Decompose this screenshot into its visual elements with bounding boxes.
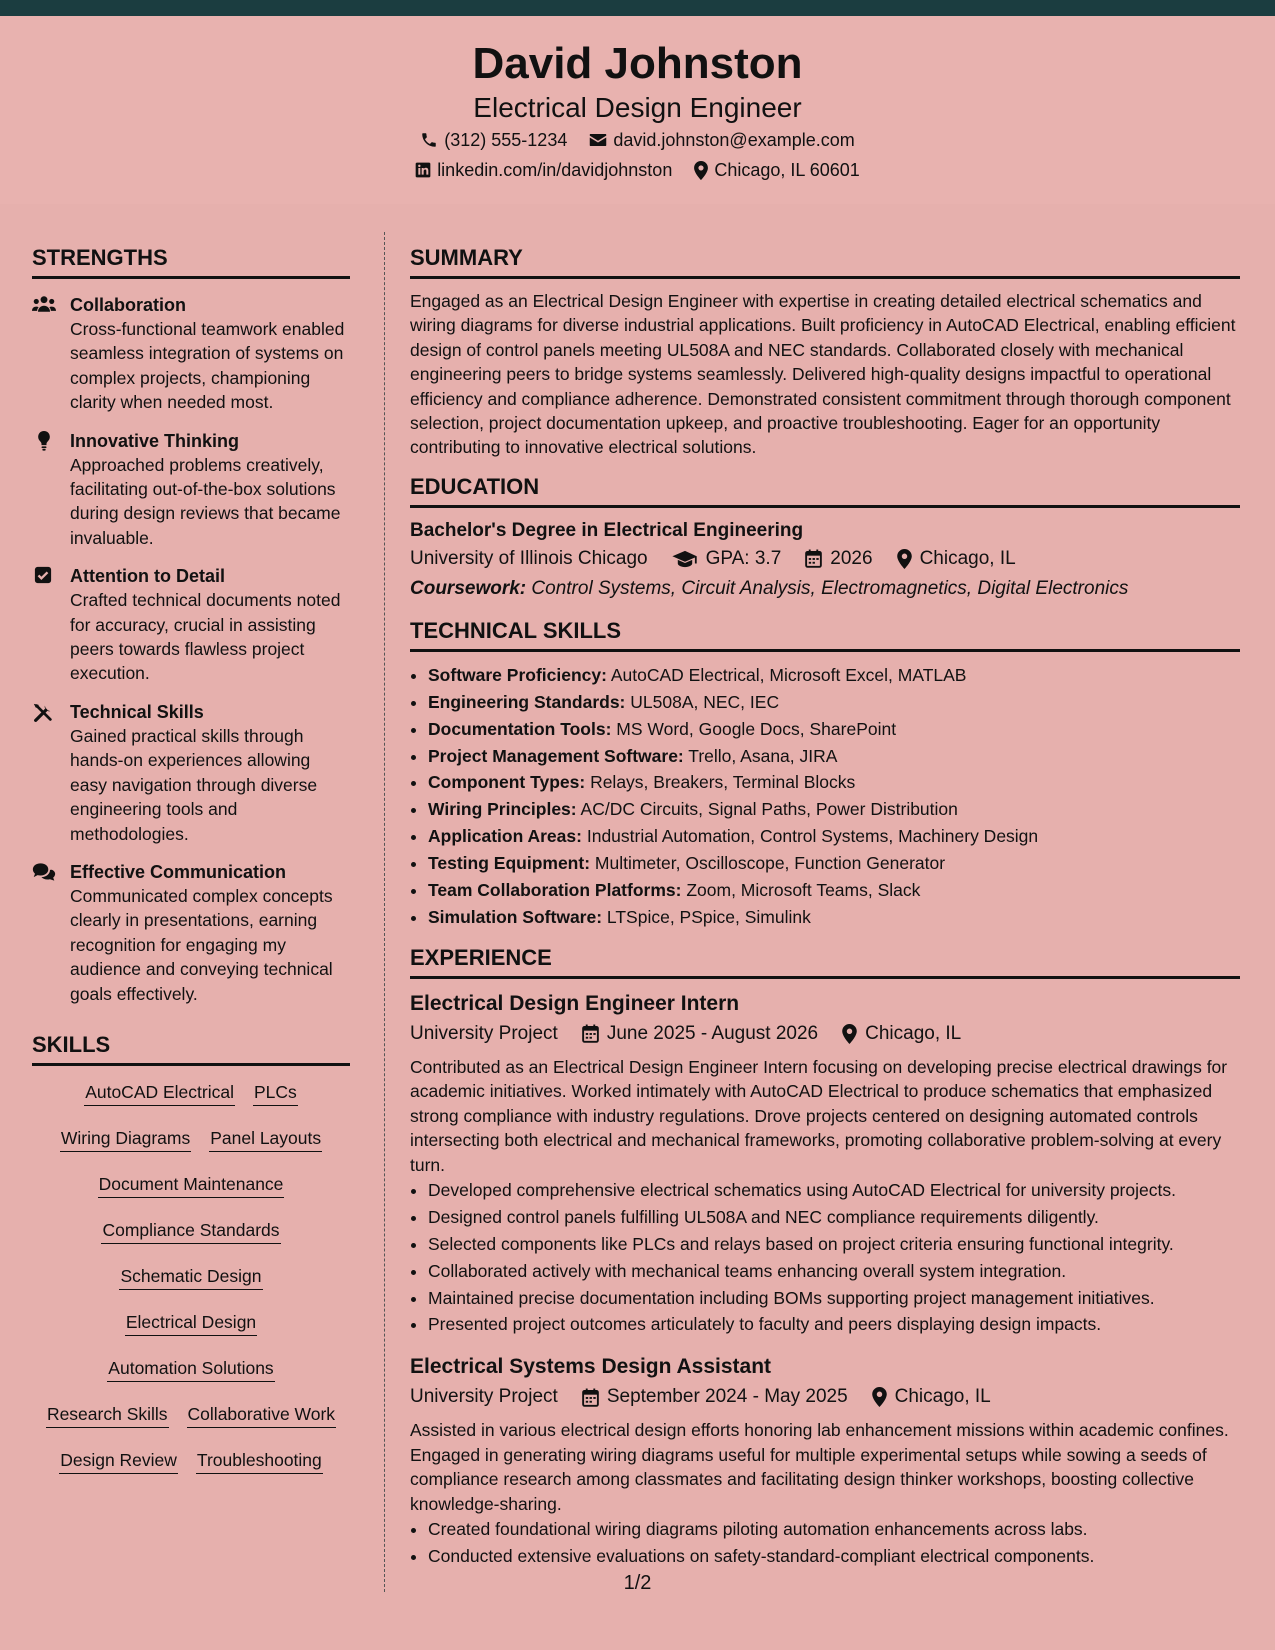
experience-bullet: • Designed control panels fulfilling UL508A and NEC compliance requirements diligently. — [428, 1204, 1240, 1231]
coursework — [410, 574, 1240, 604]
skill-tag: Troubleshooting — [196, 1448, 323, 1474]
job-description: Assisted in various electrical design efforts honoring lab enhancement missions within academic confines. Engaged in generating wiring diagrams useful for multiple experimental setups while sowing a seeds of compliance research among classmates and facilitating design thinker workshops, boosting collective knowledge-sharing. — [410, 1420, 1229, 1514]
calendar-icon — [582, 1024, 599, 1043]
left-column — [32, 245, 350, 1490]
strength-item — [32, 860, 350, 1006]
skill-tag: AutoCAD Electrical — [84, 1080, 235, 1106]
technical-skill-label: Simulation Software: — [428, 907, 603, 927]
job-org: University Project — [410, 1386, 558, 1408]
strength-title: Attention to Detail — [70, 566, 225, 587]
skill-tag: Schematic Design — [119, 1264, 262, 1290]
map-marker-icon — [694, 161, 708, 180]
technical-skill-item — [428, 850, 1240, 877]
strength-title: Technical Skills — [70, 701, 204, 722]
technical-skill-label: Component Types: — [428, 772, 586, 793]
strength-desc: Gained practical skills through hands-on experiences allowing easy navigation through diverse engineering tools and methodologies. — [70, 725, 318, 844]
technical-skill-value: AC/DC Circuits, Signal Paths, Power Distribution — [580, 799, 958, 820]
candidate-name: David Johnston — [472, 39, 803, 88]
calendar-icon — [805, 549, 822, 568]
calendar-icon — [582, 1388, 599, 1407]
skills-row — [32, 1122, 350, 1152]
strength-desc: Crafted technical documents noted for accuracy, crucial in assisting peers towards flawless project execution. — [70, 590, 341, 684]
technical-skill-item — [428, 689, 1240, 716]
skills-row — [32, 1260, 350, 1290]
strength-item — [32, 293, 350, 415]
graduation-cap-icon — [672, 550, 698, 568]
contact-row-2 — [0, 158, 1275, 182]
skills-row — [32, 1352, 350, 1382]
technical-skills-list — [410, 662, 1240, 931]
strength-item — [32, 700, 350, 846]
gpa-text: GPA: 3.7 — [705, 547, 782, 569]
summary-text: Engaged as an Electrical Design Engineer with expertise in creating detailed electrical schematics and wiring diagrams for diverse industrial applications. Built proficiency in AutoCAD Electrical, enabling efficient design of control panels meeting UL508A and NEC standards. Collaborated closely with mechanical engineering peers to bridge systems seamlessly. Delivered high-quality designs impactful to operational efficiency and compliance adherence. Demonstrated consistent commitment through thorough component selection, project documentation upkeep, and proactive troubleshooting. Eager for an opportunity contributing to innovative electrical solutions. — [410, 291, 1236, 458]
right-column — [410, 245, 1240, 1570]
technical-skill-label: Testing Equipment: — [428, 853, 591, 874]
skill-tag: PLCs — [253, 1080, 298, 1106]
checkbox-icon — [32, 564, 70, 686]
linkedin-text[interactable]: linkedin.com/in/davidjohnston — [437, 160, 673, 180]
technical-skill-item — [428, 823, 1240, 850]
strength-desc: Approached problems creatively, facilitating out-of-the-box solutions during design reviews that became invaluable. — [70, 454, 341, 548]
experience-list — [410, 989, 1240, 1570]
skill-tag: Collaborative Work — [187, 1402, 337, 1428]
strength-title: Innovative Thinking — [70, 430, 240, 451]
strength-title: Collaboration — [70, 295, 186, 315]
linkedin-item[interactable] — [415, 158, 672, 182]
summary-heading: SUMMARY — [410, 245, 1240, 279]
technical-skill-value: Multimeter, Oscilloscope, Function Generator — [594, 853, 946, 874]
technical-skill-value: UL508A, NEC, IEC — [630, 691, 780, 712]
technical-skill-value: MS Word, Google Docs, SharePoint — [616, 718, 897, 739]
experience-bullet: • Developed comprehensive electrical schematics using AutoCAD Electrical for university projects. — [428, 1177, 1240, 1204]
job-meta — [410, 1019, 1240, 1049]
experience-entry — [410, 989, 1240, 1338]
skills-row — [32, 1076, 350, 1106]
page-number: 1/2 — [623, 1572, 652, 1594]
experience-bullet: • Selected components like PLCs and relays based on project criteria ensuring functional integrity. — [428, 1231, 1240, 1258]
technical-skill-item — [428, 743, 1240, 770]
experience-bullet: • Collaborated actively with mechanical teams enhancing overall system integration. — [428, 1258, 1240, 1285]
education-meta — [410, 544, 1240, 574]
map-marker-icon — [842, 1024, 857, 1044]
experience-bullet: • Presented project outcomes articulately to faculty and peers displaying design impacts. — [428, 1311, 1240, 1338]
technical-skill-item — [428, 904, 1240, 931]
job-bullets — [410, 1177, 1240, 1338]
skill-tag: Document Maintenance — [98, 1172, 285, 1198]
skills-row — [32, 1398, 350, 1428]
skill-tag: Design Review — [59, 1448, 178, 1474]
map-marker-icon — [872, 1387, 887, 1407]
technical-skill-value: Trello, Asana, JIRA — [688, 745, 838, 766]
technical-skill-value: AutoCAD Electrical, Microsoft Excel, MATLAB — [610, 664, 967, 685]
coursework-text: Control Systems, Circuit Analysis, Electromagnetics, Digital Electronics — [531, 577, 1129, 599]
experience-bullet: • Maintained precise documentation including BOMs supporting project management initiatives. — [428, 1285, 1240, 1312]
job-title: Electrical Design Engineer Intern — [410, 991, 740, 1015]
strength-title: Effective Communication — [70, 861, 287, 882]
technical-skill-label: Documentation Tools: — [428, 718, 612, 739]
skill-tag: Research Skills — [46, 1402, 169, 1428]
experience-heading: EXPERIENCE — [410, 945, 1240, 979]
technical-skill-value: Relays, Breakers, Terminal Blocks — [590, 772, 856, 793]
technical-skill-value: Zoom, Microsoft Teams, Slack — [686, 880, 921, 901]
job-dates: June 2025 - August 2026 — [606, 1022, 819, 1044]
job-location: Chicago, IL — [894, 1386, 991, 1408]
skill-tag: Panel Layouts — [209, 1126, 322, 1152]
technical-skill-item — [428, 662, 1240, 689]
location-item — [694, 158, 859, 182]
technical-skill-value: Industrial Automation, Control Systems, Machinery Design — [586, 826, 1039, 847]
technical-skill-label: Application Areas: — [428, 826, 582, 847]
skills-list — [32, 1076, 350, 1474]
skills-heading: SKILLS — [32, 1032, 350, 1066]
strength-item — [32, 564, 350, 686]
technical-skill-label: Team Collaboration Platforms: — [428, 880, 682, 901]
job-bullets — [410, 1516, 1240, 1570]
technical-skills-heading: TECHNICAL SKILLS — [410, 618, 1240, 652]
envelope-icon — [589, 132, 607, 148]
skills-row — [32, 1168, 350, 1198]
contact-row-1 — [0, 128, 1275, 152]
lightbulb-icon — [32, 429, 70, 551]
school-name: University of Illinois Chicago — [410, 547, 648, 569]
experience-bullet: • Conducted extensive evaluations on safety-standard-compliant electrical components. — [428, 1543, 1240, 1570]
resume-header — [0, 16, 1275, 204]
job-dates: September 2024 - May 2025 — [606, 1386, 848, 1408]
graduation-year: 2026 — [830, 547, 873, 569]
skill-tag: Compliance Standards — [101, 1218, 280, 1244]
map-marker-icon — [897, 549, 912, 569]
technical-skill-value: LTSpice, PSpice, Simulink — [606, 907, 811, 927]
users-icon — [32, 293, 70, 415]
job-description: Contributed as an Electrical Design Engineer Intern focusing on developing precise electrical drawings for academic initiatives. Worked intimately with AutoCAD Electrical to produce schematics that emphasized strong compliance with industry regulations. Drove projects centered on designing automated controls intersecting both electrical and mechanical frameworks, promoting collaborative problem-solving at every turn. — [410, 1056, 1228, 1175]
technical-skill-item — [428, 716, 1240, 743]
job-location: Chicago, IL — [865, 1022, 962, 1044]
technical-skill-label: Engineering Standards: — [428, 691, 626, 712]
skill-tag: Electrical Design — [125, 1310, 257, 1336]
coursework-label: Coursework: — [410, 577, 527, 599]
tools-icon — [32, 700, 70, 846]
email-item[interactable] — [589, 128, 854, 152]
education-location: Chicago, IL — [919, 547, 1016, 569]
skills-row — [32, 1214, 350, 1244]
linkedin-icon — [415, 162, 431, 178]
technical-skill-item — [428, 796, 1240, 823]
technical-skill-item — [428, 877, 1240, 904]
skills-row — [32, 1444, 350, 1474]
top-bar — [0, 0, 1275, 16]
strengths-heading: STRENGTHS — [32, 245, 350, 279]
technical-skill-label: Software Proficiency: — [428, 664, 607, 685]
comments-icon — [32, 860, 70, 1006]
strength-desc: Communicated complex concepts clearly in presentations, earning recognition for engaging my audience and conveying technical goals effectively. — [70, 885, 333, 1004]
location-text: Chicago, IL 60601 — [714, 160, 860, 180]
candidate-title: Electrical Design Engineer — [473, 92, 802, 123]
degree-title: Bachelor's Degree in Electrical Engineering — [410, 519, 804, 541]
job-title: Electrical Systems Design Assistant — [410, 1355, 772, 1379]
phone-icon — [420, 131, 438, 149]
skill-tag: Wiring Diagrams — [60, 1126, 191, 1152]
experience-entry — [410, 1352, 1240, 1569]
phone-text: (312) 555-1234 — [444, 130, 568, 150]
technical-skill-item — [428, 769, 1240, 796]
education-heading: EDUCATION — [410, 474, 1240, 508]
job-org: University Project — [410, 1022, 558, 1044]
job-meta — [410, 1382, 1240, 1412]
technical-skill-label: Project Management Software: — [428, 745, 684, 766]
experience-bullet: • Created foundational wiring diagrams piloting automation enhancements across labs. — [428, 1516, 1240, 1543]
strength-desc: Cross-functional teamwork enabled seamless integration of systems on complex projects, championing clarity when needed most. — [70, 319, 345, 413]
skills-row — [32, 1306, 350, 1336]
strengths-list — [32, 293, 350, 1006]
skill-tag: Automation Solutions — [107, 1356, 274, 1382]
technical-skill-label: Wiring Principles: — [428, 799, 577, 820]
strength-item — [32, 429, 350, 551]
email-text[interactable]: david.johnston@example.com — [613, 130, 855, 150]
column-divider — [384, 232, 385, 1592]
phone-item — [420, 128, 567, 152]
